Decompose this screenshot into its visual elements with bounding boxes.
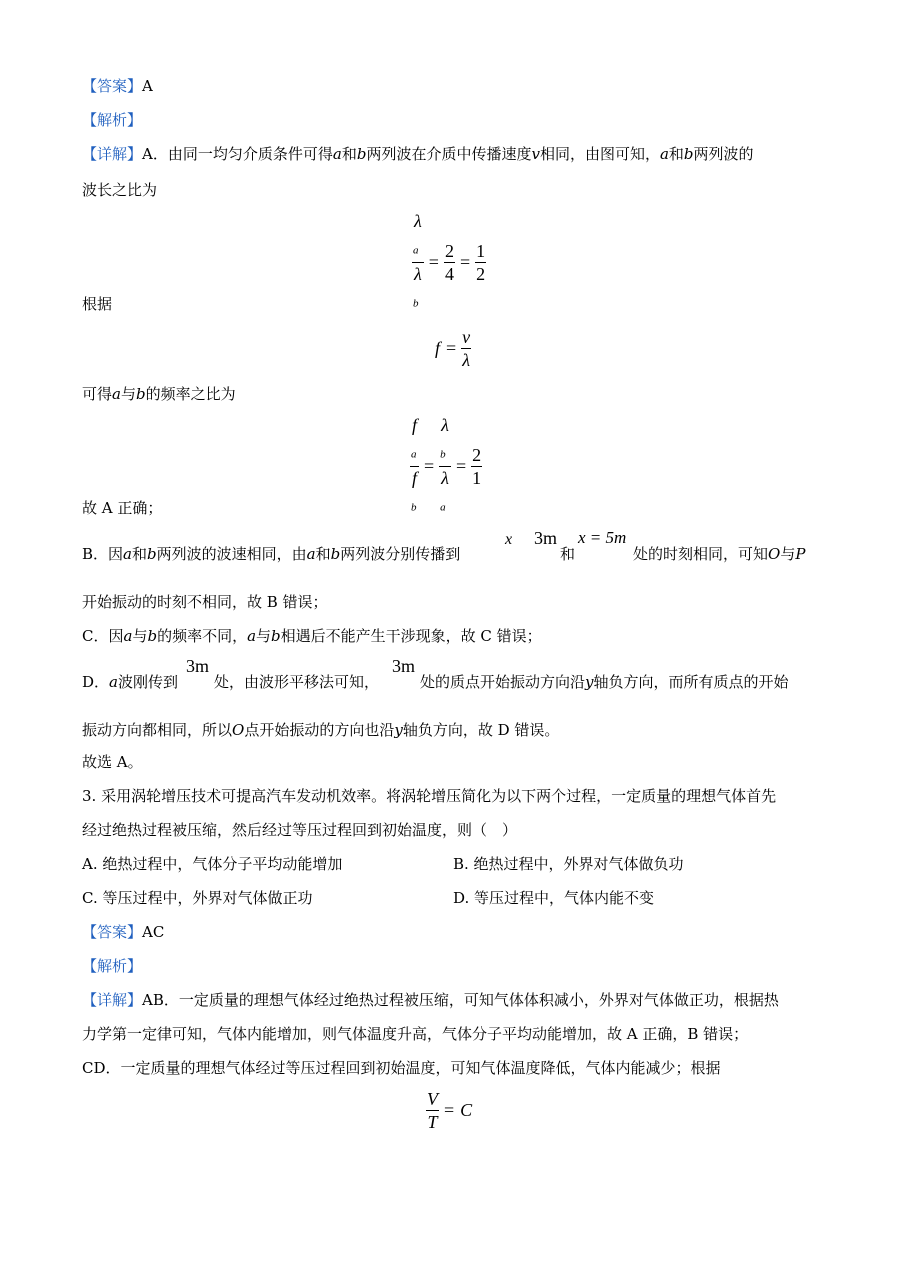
- three-m: 3m: [186, 656, 210, 676]
- option-c: C. 等压过程中，外界对气体做正功: [82, 889, 313, 907]
- fraction: [461, 326, 471, 371]
- constant-c: C: [460, 1100, 473, 1120]
- equation-wavelength-ratio: [410, 210, 488, 314]
- var-b: b: [147, 545, 157, 563]
- equation-frequency-ratio: [408, 414, 484, 518]
- equals-sign: =: [459, 251, 471, 272]
- denominator: [439, 467, 451, 519]
- equation-v-over-t: [424, 1088, 475, 1133]
- sub: b: [413, 297, 419, 310]
- numerator: v: [462, 327, 471, 347]
- detail-line-a1: [82, 144, 754, 164]
- text: 两列波在介质中传播速度: [366, 145, 532, 163]
- text: 的频率不同，: [157, 627, 248, 645]
- lambda: λ: [414, 263, 422, 284]
- detail-line-d2: [82, 720, 559, 740]
- x-equals-5m: x = 5m: [578, 528, 627, 547]
- three-m: 3m: [392, 656, 416, 676]
- sub: a: [411, 448, 417, 461]
- x-symbol: x: [505, 531, 513, 548]
- var-a: a: [332, 145, 342, 163]
- detail-line-d1-mid: 处，由波形平移法可知，: [214, 673, 380, 691]
- answer-tag: 【答案】: [82, 77, 143, 95]
- detail-line-d1-head: [82, 672, 178, 692]
- text: 轴负方向，故 D 错误。: [402, 721, 560, 739]
- denominator: [412, 263, 424, 315]
- fraction: [426, 1088, 439, 1133]
- analysis-tag-3: 【解析】: [82, 957, 143, 975]
- detail-tag: 【详解】: [82, 991, 143, 1009]
- detail-line-b2: 开始振动的时刻不相同，故 B 错误；: [82, 593, 328, 611]
- text: 和: [315, 545, 331, 563]
- f: f: [412, 467, 418, 488]
- var-a: a: [659, 145, 669, 163]
- answer-line-3: [82, 922, 164, 942]
- var-b: b: [135, 385, 146, 403]
- detail3-line-1: [82, 990, 779, 1010]
- detail3-line-3: CD．一定质量的理想气体经过等压过程回到初始温度，可知气体温度降低，气体内能减少；根据: [82, 1059, 721, 1077]
- option-b: B. 绝热过程中，外界对气体做负功: [453, 855, 684, 873]
- text: 处的质点开始振动方向沿: [420, 673, 586, 691]
- denominator: 1: [472, 467, 482, 488]
- text: 波刚传到: [117, 673, 178, 691]
- equals-sign: =: [446, 338, 457, 358]
- fraction: [412, 210, 424, 314]
- three-m: 3m: [534, 528, 558, 548]
- denominator: λ: [462, 350, 471, 370]
- text: 与: [780, 545, 796, 563]
- point-o: O: [232, 721, 245, 739]
- var-a: a: [306, 545, 316, 563]
- text: 和: [668, 145, 684, 163]
- var-b: b: [271, 627, 281, 645]
- var-a: a: [123, 627, 133, 645]
- text: 可得: [82, 385, 113, 403]
- lambda: λ: [441, 467, 449, 488]
- according-line: 根据: [82, 295, 113, 313]
- lambda: λ: [441, 415, 449, 435]
- point-p: P: [795, 545, 806, 563]
- denominator: [410, 467, 419, 519]
- point-o: O: [768, 545, 781, 563]
- numerator: V: [427, 1089, 438, 1109]
- text: 两列波的: [693, 145, 754, 163]
- fraction: [471, 444, 482, 489]
- equals-sign: =: [444, 1100, 455, 1120]
- conclusion-a: 故 A 正确；: [82, 499, 163, 517]
- text: 振动方向都相同，所以: [82, 721, 233, 739]
- detail-line-c1: [82, 626, 542, 646]
- option-d: D. 等压过程中，气体内能不变: [453, 889, 655, 907]
- sub: b: [411, 501, 417, 514]
- fraction: [444, 240, 455, 285]
- ratio-intro-line: [82, 384, 236, 404]
- detail-line-d1-tail: [420, 672, 789, 692]
- choose-line: 故选 A。: [82, 753, 143, 771]
- text: 相同，由图可知，: [539, 145, 660, 163]
- question-3-line-2: 经过绝热过程被压缩，然后经过等压过程回到初始温度，则（ ）: [82, 821, 518, 839]
- detail-line-b1-tail: [633, 544, 805, 564]
- text: 与: [120, 385, 136, 403]
- analysis-tag-1: 【解析】: [82, 111, 143, 129]
- text: 处的时刻相同，可知: [633, 545, 769, 563]
- var-a: a: [123, 545, 132, 563]
- sub: a: [413, 244, 419, 257]
- f: f: [412, 415, 418, 435]
- text: A．由同一均匀介质条件可得: [142, 145, 333, 163]
- text: 相遇后不能产生干涉现象，故 C 错误；: [280, 627, 542, 645]
- equation-frequency: [432, 326, 473, 371]
- and-text: 和: [560, 545, 576, 563]
- text: B．因: [82, 545, 124, 563]
- detail3-line-2: 力学第一定律可知，气体内能增加，则气体温度升高，气体分子平均动能增加，故 A 正确，B 错误；: [82, 1025, 749, 1043]
- var-a: a: [247, 627, 257, 645]
- var-a: a: [112, 385, 121, 403]
- detail-line-a2: 波长之比为: [82, 181, 158, 199]
- denominator: 2: [476, 263, 486, 284]
- text: 轴负方向，而所有质点的开始: [593, 673, 789, 691]
- text: 和: [131, 545, 147, 563]
- f: f: [435, 338, 441, 358]
- denominator: 4: [444, 263, 454, 284]
- fraction: [475, 240, 486, 285]
- var-b: b: [683, 145, 694, 163]
- y-axis: y: [394, 721, 403, 739]
- var-v: v: [531, 145, 540, 163]
- text: 与: [132, 627, 148, 645]
- text: AB．一定质量的理想气体经过绝热过程被压缩，可知气体体积减小，外界对气体做正功，根据热: [142, 991, 779, 1009]
- text: 的频率之比为: [145, 385, 236, 403]
- sub: a: [440, 501, 446, 514]
- numerator: [412, 210, 424, 263]
- text: 与: [256, 627, 272, 645]
- var-a: a: [109, 673, 118, 691]
- lambda: λ: [414, 211, 422, 231]
- text: D．: [82, 673, 110, 691]
- text: 和: [341, 145, 357, 163]
- answer-line-1: [82, 76, 153, 96]
- option-a: A. 绝热过程中，气体分子平均动能增加: [82, 855, 343, 873]
- equals-sign: =: [455, 455, 467, 476]
- fraction: [439, 414, 451, 518]
- answer-tag: 【答案】: [82, 923, 143, 941]
- answer-value: AC: [142, 923, 165, 941]
- question-3-line-1: 3. 采用涡轮增压技术可提高汽车发动机效率。将涡轮增压简化为以下两个过程，一定质量的理想气体首先: [82, 787, 777, 805]
- denominator: T: [427, 1112, 438, 1132]
- numerator: [439, 414, 451, 467]
- numerator: 2: [444, 240, 454, 261]
- detail-tag: 【详解】: [82, 145, 143, 163]
- var-b: b: [330, 545, 341, 563]
- numerator: [410, 414, 419, 467]
- var-b: b: [147, 627, 158, 645]
- answer-value: A: [142, 77, 153, 95]
- var-b: b: [356, 145, 367, 163]
- text: C．因: [82, 627, 124, 645]
- y-axis: y: [585, 673, 594, 691]
- numerator: 2: [472, 444, 482, 465]
- text: 两列波分别传播到: [340, 545, 461, 563]
- detail-line-b1: [82, 544, 460, 564]
- fraction: [410, 414, 419, 518]
- text: 点开始振动的方向也沿: [244, 721, 395, 739]
- equals-sign: =: [428, 251, 439, 272]
- numerator: 1: [476, 240, 486, 261]
- text: 两列波的波速相同，由: [156, 545, 307, 563]
- sub: b: [440, 448, 446, 461]
- equals-sign: =: [424, 455, 435, 476]
